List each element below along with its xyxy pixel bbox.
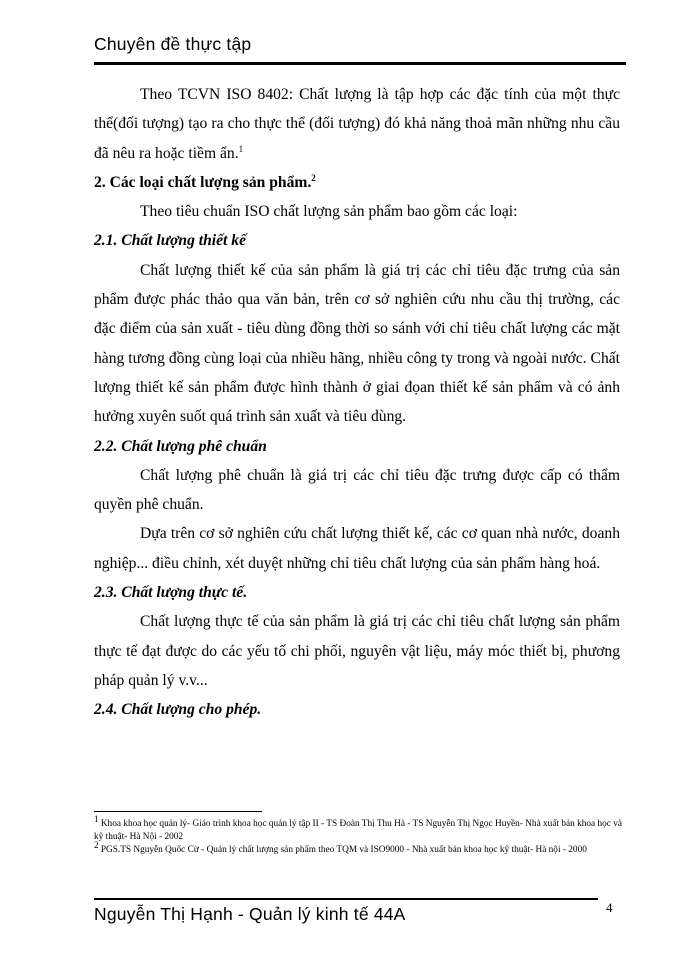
section-heading-2 (94, 168, 620, 197)
footnote-ref-1: 1 (238, 143, 244, 154)
paragraph-approval-basis: Dựa trên cơ sở nghiên cứu chất lượng thiết kế, các cơ quan nhà nước, doanh nghiệp... điều chỉnh, xét duyệt những chỉ tiêu chất lượng của sản phẩm hàng hoá. (94, 525, 620, 572)
footer-divider (94, 898, 598, 900)
subsection-heading-2-1: 2.1. Chất lượng thiết kế (94, 232, 247, 250)
paragraph-text: Theo TCVN ISO 8402: Chất lượng là tập hợp các đặc tính của một thực thể(đối tượng) tạo ra cho thực thể (đối tượng) đó khả năng thoả mãn những nhu cầu đã nêu ra hoặc tiềm ẩn. (94, 86, 620, 162)
footnote-ref-2: 2 (311, 172, 316, 183)
footnote-mark: 2 (94, 839, 99, 850)
footnote-2 (94, 839, 624, 857)
paragraph-design-quality: Chất lượng thiết kế của sản phẩm là giá trị các chỉ tiêu đặc trưng của sản phẩm được phác thảo qua văn bản, trên cơ sở nghiên cứu nhu cầu thị trường, các đặc điểm của sản xuất - tiêu dùng đồng thời so sánh với chỉ tiêu chất lượng các mặt hàng tương đồng cùng loại của nhiều hãng, nhiều công ty trong và ngoài nước. Chất lượng thiết kế sản phẩm được hình thành ở giai đọan thiết kế sản phẩm và có ảnh hưởng xuyên suốt quá trình sản xuất và tiêu dùng. (94, 261, 620, 426)
paragraph-approved-quality: Chất lượng phê chuẩn là giá trị các chỉ tiêu đặc trưng được cấp có thẩm quyền phê chuẩn. (94, 466, 620, 514)
footnote-mark: 1 (94, 813, 99, 824)
page-footer-author: Nguyễn Thị Hạnh - Quản lý kinh tế 44A (94, 904, 406, 924)
paragraph-actual-quality: Chất lượng thực tế của sản phẩm là giá trị các chỉ tiêu chất lượng sản phẩm thực tế đạt được do các yếu tố chi phối, nguyên vật liệu, máy móc thiết bị, phương pháp quản lý v.v... (94, 613, 620, 689)
subsection-heading-2-2: 2.2. Chất lượng phê chuẩn (94, 437, 267, 455)
subsection-heading-2-4: 2.4. Chất lượng cho phép. (94, 701, 262, 719)
footnote-text: PGS.TS Nguyễn Quốc Cừ - Quản lý chất lượng sản phẩm theo TQM và ISO9000 - Nhà xuất bản khoa học kỹ thuật- Hà nội - 2000 (100, 845, 587, 855)
page-number: 4 (606, 900, 613, 915)
footnote-1 (94, 813, 624, 844)
page-header-title: Chuyên đề thực tập (94, 34, 252, 54)
paragraph-iso-definition (94, 80, 620, 168)
paragraph-intro-types: Theo tiêu chuẩn ISO chất lượng sản phẩm bao gồm các loại: (140, 203, 518, 221)
footnotes (94, 813, 624, 857)
section-heading-text: 2. Các loại chất lượng sản phẩm. (94, 173, 312, 191)
document-body (94, 80, 620, 725)
footnote-text: Khoa khoa học quản lý- Giáo trình khoa học quản lý tập II - TS Đoàn Thị Thu Hà - TS Nguyễn Thị Ngọc Huyền- Nhà xuất bản khoa học và kỹ thuật- Hà Nội - 2002 (94, 819, 623, 842)
subsection-heading-2-3: 2.3. Chất lượng thực tế. (94, 584, 248, 602)
footnote-divider (94, 811, 262, 812)
header-divider (94, 62, 626, 65)
